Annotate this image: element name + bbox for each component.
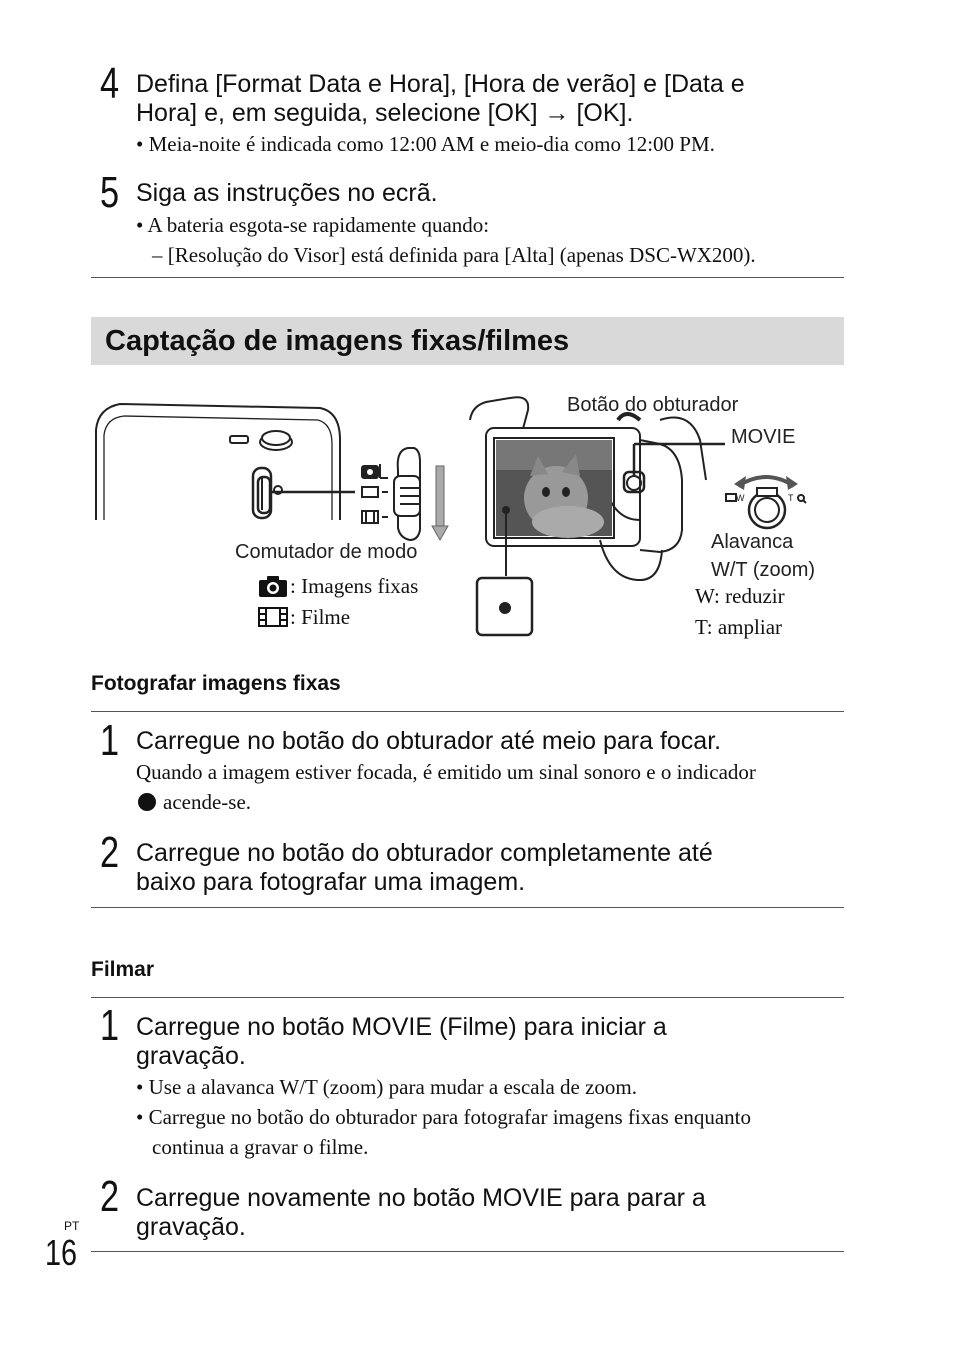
camera-icon xyxy=(257,574,289,598)
zoom-t-desc: T: ampliar xyxy=(695,615,783,639)
step4-heading-line1: Defina [Format Data e Hora], [Hora de verão] e [Data e xyxy=(136,70,745,98)
mode-switch-label: Comutador de modo xyxy=(235,541,418,563)
film-step1-bullet-2a: • Carregue no botão do obturador para fotografar imagens fixas enquanto xyxy=(136,1105,751,1129)
movie-button-label: MOVIE xyxy=(731,426,796,448)
still-image-mode-label: : Imagens fixas xyxy=(290,574,419,598)
film-step2-heading-2: gravação. xyxy=(136,1213,246,1241)
divider xyxy=(91,711,844,712)
movie-mode-label: : Filme xyxy=(290,605,351,629)
page-number: 16 xyxy=(45,1232,78,1273)
photo-step-number-1: 1 xyxy=(100,716,120,765)
film-step-number-1: 1 xyxy=(100,1001,120,1050)
film-step-number-2: 2 xyxy=(100,1172,120,1221)
step-number-5: 5 xyxy=(100,168,120,217)
film-step1-heading-1: Carregue no botão MOVIE (Filme) para iniciar a xyxy=(136,1013,667,1041)
divider xyxy=(91,907,844,908)
photo-step1-body-2: acende-se. xyxy=(163,790,252,814)
step5-dash-item: – [Resolução do Visor] está definida para [Alta] (apenas DSC-WX200). xyxy=(152,243,756,267)
section-title: Captação de imagens fixas/filmes xyxy=(105,325,570,357)
zoom-w-desc: W: reduzir xyxy=(695,584,785,608)
photo-step2-heading-1: Carregue no botão do obturador completamente até xyxy=(136,839,713,867)
shutter-button-label: Botão do obturador xyxy=(567,394,739,416)
photo-step-number-2: 2 xyxy=(100,828,120,877)
step5-bullet: • A bateria esgota-se rapidamente quando: xyxy=(136,213,490,237)
camera-top-view xyxy=(96,404,340,520)
step5-heading: Siga as instruções no ecrã. xyxy=(136,179,438,207)
film-step2-heading-1: Carregue novamente no botão MOVIE para parar a xyxy=(136,1184,706,1212)
cat-photo xyxy=(496,440,612,538)
photo-step2-heading-2: baixo para fotografar uma imagem. xyxy=(136,868,526,896)
film-step1-bullet-2b: continua a gravar o filme. xyxy=(152,1135,369,1159)
step4-heading-line2: Hora] e, em seguida, selecione [OK] → [OK]. xyxy=(136,99,634,127)
step4-bullet: • Meia-noite é indicada como 12:00 AM e meio-dia como 12:00 PM. xyxy=(136,132,715,156)
switch-direction-arrow xyxy=(432,466,448,540)
film-step1-heading-2: gravação. xyxy=(136,1042,246,1070)
photo-subhead: Fotografar imagens fixas xyxy=(91,672,341,695)
zoom-lever-label-1: Alavanca xyxy=(711,531,794,553)
divider xyxy=(91,997,844,998)
focus-indicator-icon xyxy=(137,792,157,812)
language-code: PT xyxy=(64,1219,80,1233)
film-icon xyxy=(257,605,289,629)
lever-t-letter: T xyxy=(788,493,794,503)
photo-step1-body-1: Quando a imagem estiver focada, é emitido um sinal sonoro e o indicador xyxy=(136,760,756,784)
mode-switch-detail xyxy=(362,448,420,540)
film-step1-bullet-1: • Use a alavanca W/T (zoom) para mudar a escala de zoom. xyxy=(136,1075,638,1099)
camera-diagram xyxy=(0,380,954,650)
step-number-4: 4 xyxy=(100,59,120,108)
lever-w-letter: W xyxy=(736,493,745,503)
divider xyxy=(91,1251,844,1252)
film-subhead: Filmar xyxy=(91,958,155,981)
zoom-lever-label-2: W/T (zoom) xyxy=(711,559,816,581)
divider xyxy=(91,277,844,278)
photo-step1-heading: Carregue no botão do obturador até meio para focar. xyxy=(136,727,722,755)
section-header xyxy=(91,317,844,365)
